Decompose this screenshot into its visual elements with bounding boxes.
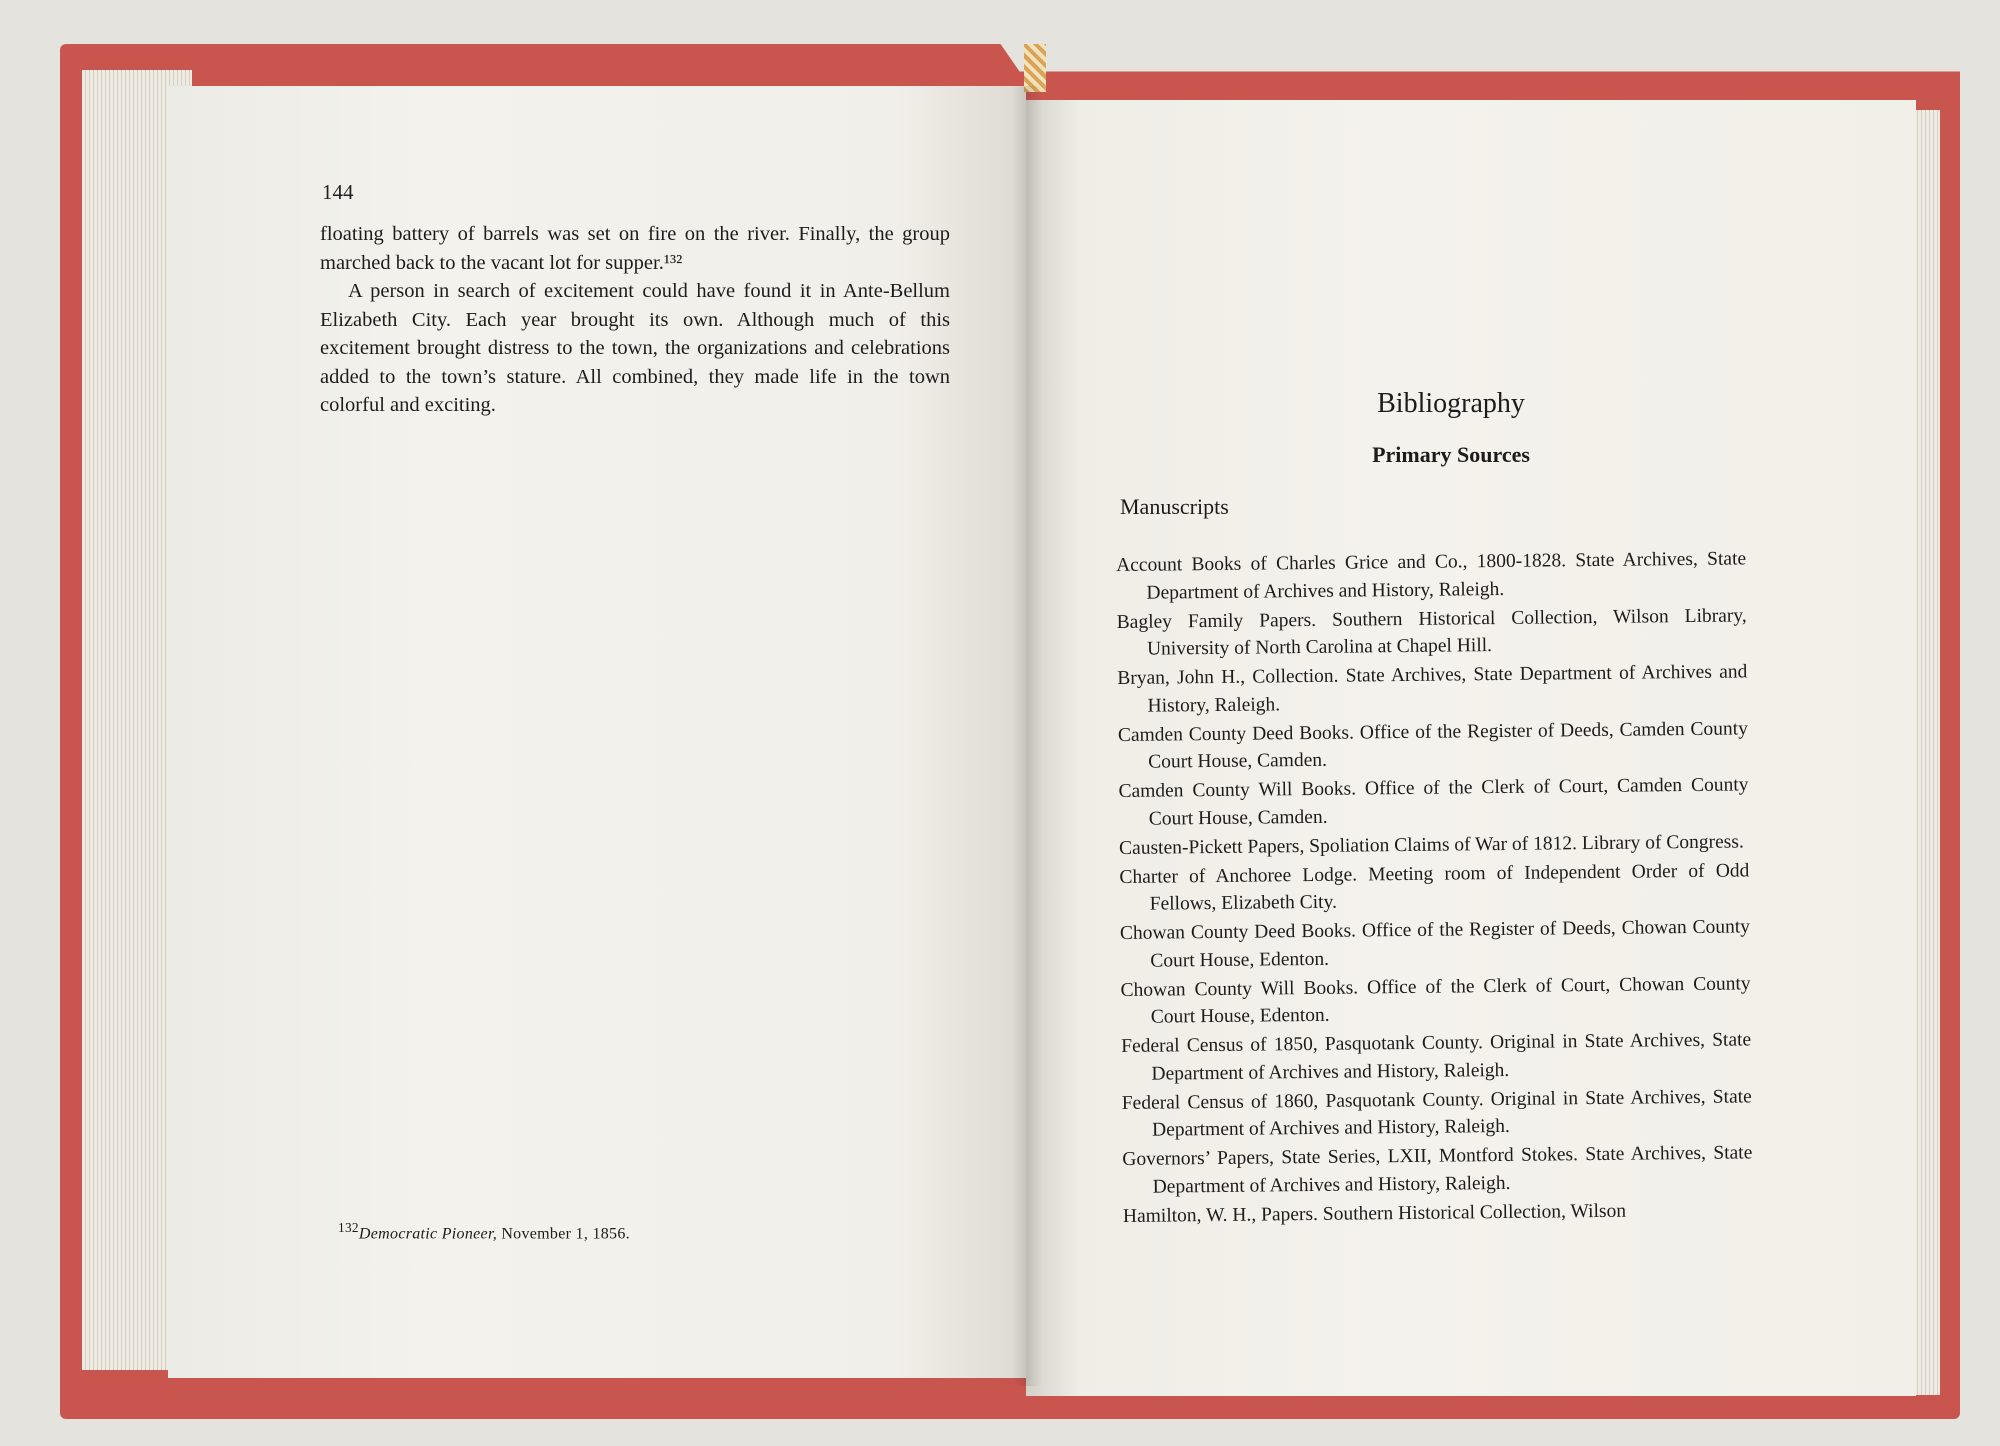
bibliography-entry: Chowan County Will Books. Office of the Clerk of Court, Chowan County Court House, Edenton. <box>1120 972 1751 1028</box>
bibliography-entry: Account Books of Charles Grice and Co., 1800-1828. State Archives, State Department of Archives and History, Raleigh. <box>1116 548 1747 604</box>
bibliography-entry: Causten-Pickett Papers, Spoliation Claims of War of 1812. Library of Congress. <box>1118 830 1744 859</box>
primary-sources-heading: Primary Sources <box>1372 442 1530 467</box>
bibliography-entries <box>1116 545 1753 1231</box>
bibliography-entry: Governors’ Papers, State Series, LXII, Montford Stokes. State Archives, State Department of Archives and History, Raleigh. <box>1122 1142 1753 1198</box>
body-text <box>320 220 950 420</box>
bookmark-ribbon <box>1024 44 1046 92</box>
paragraph: floating battery of barrels was set on fire on the river. Finally, the group marched back to the vacant lot for supper.¹³² <box>320 223 950 274</box>
bibliography-entry: Federal Census of 1860, Pasquotank County. Original in State Archives, State Department of Archives and History, Raleigh. <box>1121 1085 1752 1141</box>
bibliography-entry: Bagley Family Papers. Southern Historical Collection, Wilson Library, University of North Carolina at Chapel Hill. <box>1116 604 1747 660</box>
bibliography-entry: Camden County Will Books. Office of the Clerk of Court, Camden County Court House, Camden. <box>1118 774 1749 830</box>
footnote <box>338 1220 630 1243</box>
spine-gutter <box>1012 86 1042 1386</box>
page-number: 144 <box>322 180 354 204</box>
footnote-source: Democratic Pioneer, <box>358 1225 498 1243</box>
paragraph: A person in search of excitement could have found it in Ante-Bellum Elizabeth City. Each year brought its own. Although much of this excitement brought distress to the town, the organizations and celebrations added to the town’s stature. All combined, they made life in the town colorful and exciting. <box>320 280 950 416</box>
bibliography-entry: Hamilton, W. H., Papers. Southern Historical Collection, Wilson <box>1122 1200 1627 1227</box>
footnote-marker: 132 <box>338 1220 359 1235</box>
footnote-date: November 1, 1856. <box>497 1225 630 1243</box>
bibliography-title: Bibliography <box>1377 388 1525 419</box>
bibliography-entry: Chowan County Deed Books. Office of the Register of Deeds, Chowan County Court House, Edenton. <box>1119 916 1751 972</box>
manuscripts-heading: Manuscripts <box>1120 494 1229 519</box>
bibliography-entry: Bryan, John H., Collection. State Archives, State Department of Archives and History, Raleigh. <box>1117 661 1748 717</box>
bibliography-entry: Camden County Deed Books. Office of the Register of Deeds, Camden County Court House, Camden. <box>1117 717 1748 773</box>
bibliography-entry: Charter of Anchoree Lodge. Meeting room of Independent Order of Odd Fellows, Elizabeth City. <box>1119 859 1750 915</box>
bibliography-entry: Federal Census of 1850, Pasquotank County. Original in State Archives, State Department of Archives and History, Raleigh. <box>1121 1029 1752 1085</box>
